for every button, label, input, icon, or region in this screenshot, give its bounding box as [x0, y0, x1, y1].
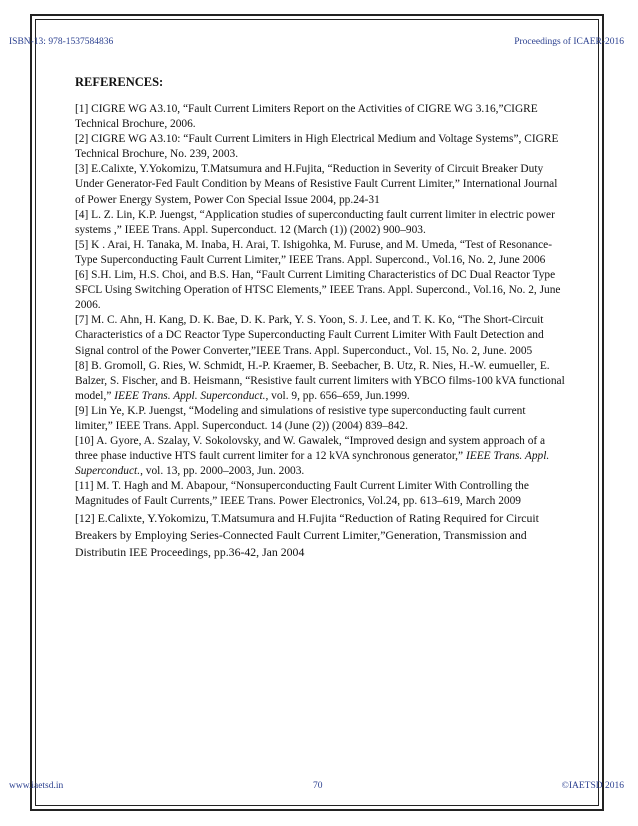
reference-7: [7] M. C. Ahn, H. Kang, D. K. Bae, D. K. Park, Y. S. Yoon, S. J. Lee, and T. K. Ko, “The Short-Circuit Characteristics of a DC Reactor Type Superconducting Fault Current Limiter With Fault Detection and Signal control of the Power Converter,”IEEE Trans. Appl. Superconduct., Vol. 15, No. 2, June. 2005	[75, 314, 544, 357]
reference-4: [4] L. Z. Lin, K.P. Juengst, “Application studies of superconducting fault current limiter in electric power systems ,” IEEE Trans. Appl. Superconduct. 12 (March (1)) (2002) 900–903.	[75, 208, 555, 236]
reference-10-pre: [10] A. Gyore, A. Szalay, V. Sokolovsky, and W. Gawalek, “Improved design and system approach of a three phase inductive HTS fault current limiter for a 12 kVA synchronous generator,”	[75, 435, 546, 463]
reference-2: [2] CIGRE WG A3.10: “Fault Current Limiters in High Electrical Medium and Voltage Systems”, CIGRE Technical Brochure, No. 239, 2003.	[75, 133, 559, 161]
reference-10-post: , vol. 13, pp. 2000–2003, Jun. 2003.	[140, 465, 305, 478]
header-proceedings: Proceedings of ICAER-2016	[514, 37, 624, 47]
references-heading: REFERENCES:	[75, 75, 164, 89]
reference-6: [6] S.H. Lim, H.S. Choi, and B.S. Han, “Fault Current Limiting Characteristics of DC Dual Reactor Type SFCL Using Switching Operation of HTSC Elements,” IEEE Trans. Appl. Supercond., Vol.16, No. 2, June 2006.	[75, 269, 561, 312]
reference-8-pre: [8] B. Gromoll, G. Ries, W. Schmidt, H.-P. Kraemer, B. Seebacher, B. Utz, R. Nies, H.-W. eumueller, E. Balzer, S. Fischer, and B. Heismann, “Resistive fault current limiters with YBCO films-100 kVA functional model,”	[75, 359, 565, 402]
reference-9: [9] Lin Ye, K.P. Juengst, “Modeling and simulations of resistive type superconducting fault current limiter,” IEEE Trans. Appl. Superconduct. 14 (June (2)) (2004) 839–842.	[75, 404, 526, 432]
reference-5: [5] K . Arai, H. Tanaka, M. Inaba, H. Arai, T. Ishigohka, M. Furuse, and M. Umeda, “Test of Resonance-Type Superconducting Fault Current Limiter,” IEEE Trans. Appl. Supercond., Vol.16, No. 2, June 2006	[75, 238, 553, 266]
references-list	[75, 102, 565, 561]
footer-copyright: ©IAETSD 2016	[561, 781, 624, 791]
reference-8-journal: IEEE Trans. Appl. Superconduct.	[114, 389, 266, 402]
reference-3: [3] E.Calixte, Y.Yokomizu, T.Matsumura and H.Fujita, “Reduction in Severity of Circuit Breaker Duty Under Generator-Fed Fault Condition by Means of Resistive Fault Current Limiter,” International Journal of Power Energy System, Power Con Special Issue 2004, pp.24-31	[75, 163, 558, 206]
reference-11: [11] M. T. Hagh and M. Abapour, “Nonsuperconducting Fault Current Limiter With Controlling the Magnitudes of Fault Currents,” IEEE Trans. Power Electronics, Vol.24, pp. 613–619, March 2009	[75, 480, 529, 508]
reference-1: [1] CIGRE WG A3.10, “Fault Current Limiters Report on the Activities of CIGRE WG 3.16,”CIGRE Technical Brochure, 2006.	[75, 103, 538, 131]
footer-page-number: 70	[313, 781, 323, 791]
footer-website: www.iaetsd.in	[9, 781, 64, 791]
reference-10	[75, 434, 565, 479]
references-section	[75, 75, 565, 561]
reference-12: [12] E.Calixte, Y.Yokomizu, T.Matsumura and H.Fujita “Reduction of Rating Required for Circuit Breakers by Employing Series-Connected Fault Current Limiter,”Generation, Transmission and Distributin IEE Proceedings, pp.36-42, Jan 2004	[75, 510, 539, 559]
reference-10-journal: IEEE Trans. Appl. Superconduct.	[75, 450, 550, 478]
reference-8-post: , vol. 9, pp. 656–659, Jun.1999.	[265, 389, 410, 402]
header-isbn: ISBN-13: 978-1537584836	[9, 37, 114, 47]
reference-8	[75, 359, 565, 404]
